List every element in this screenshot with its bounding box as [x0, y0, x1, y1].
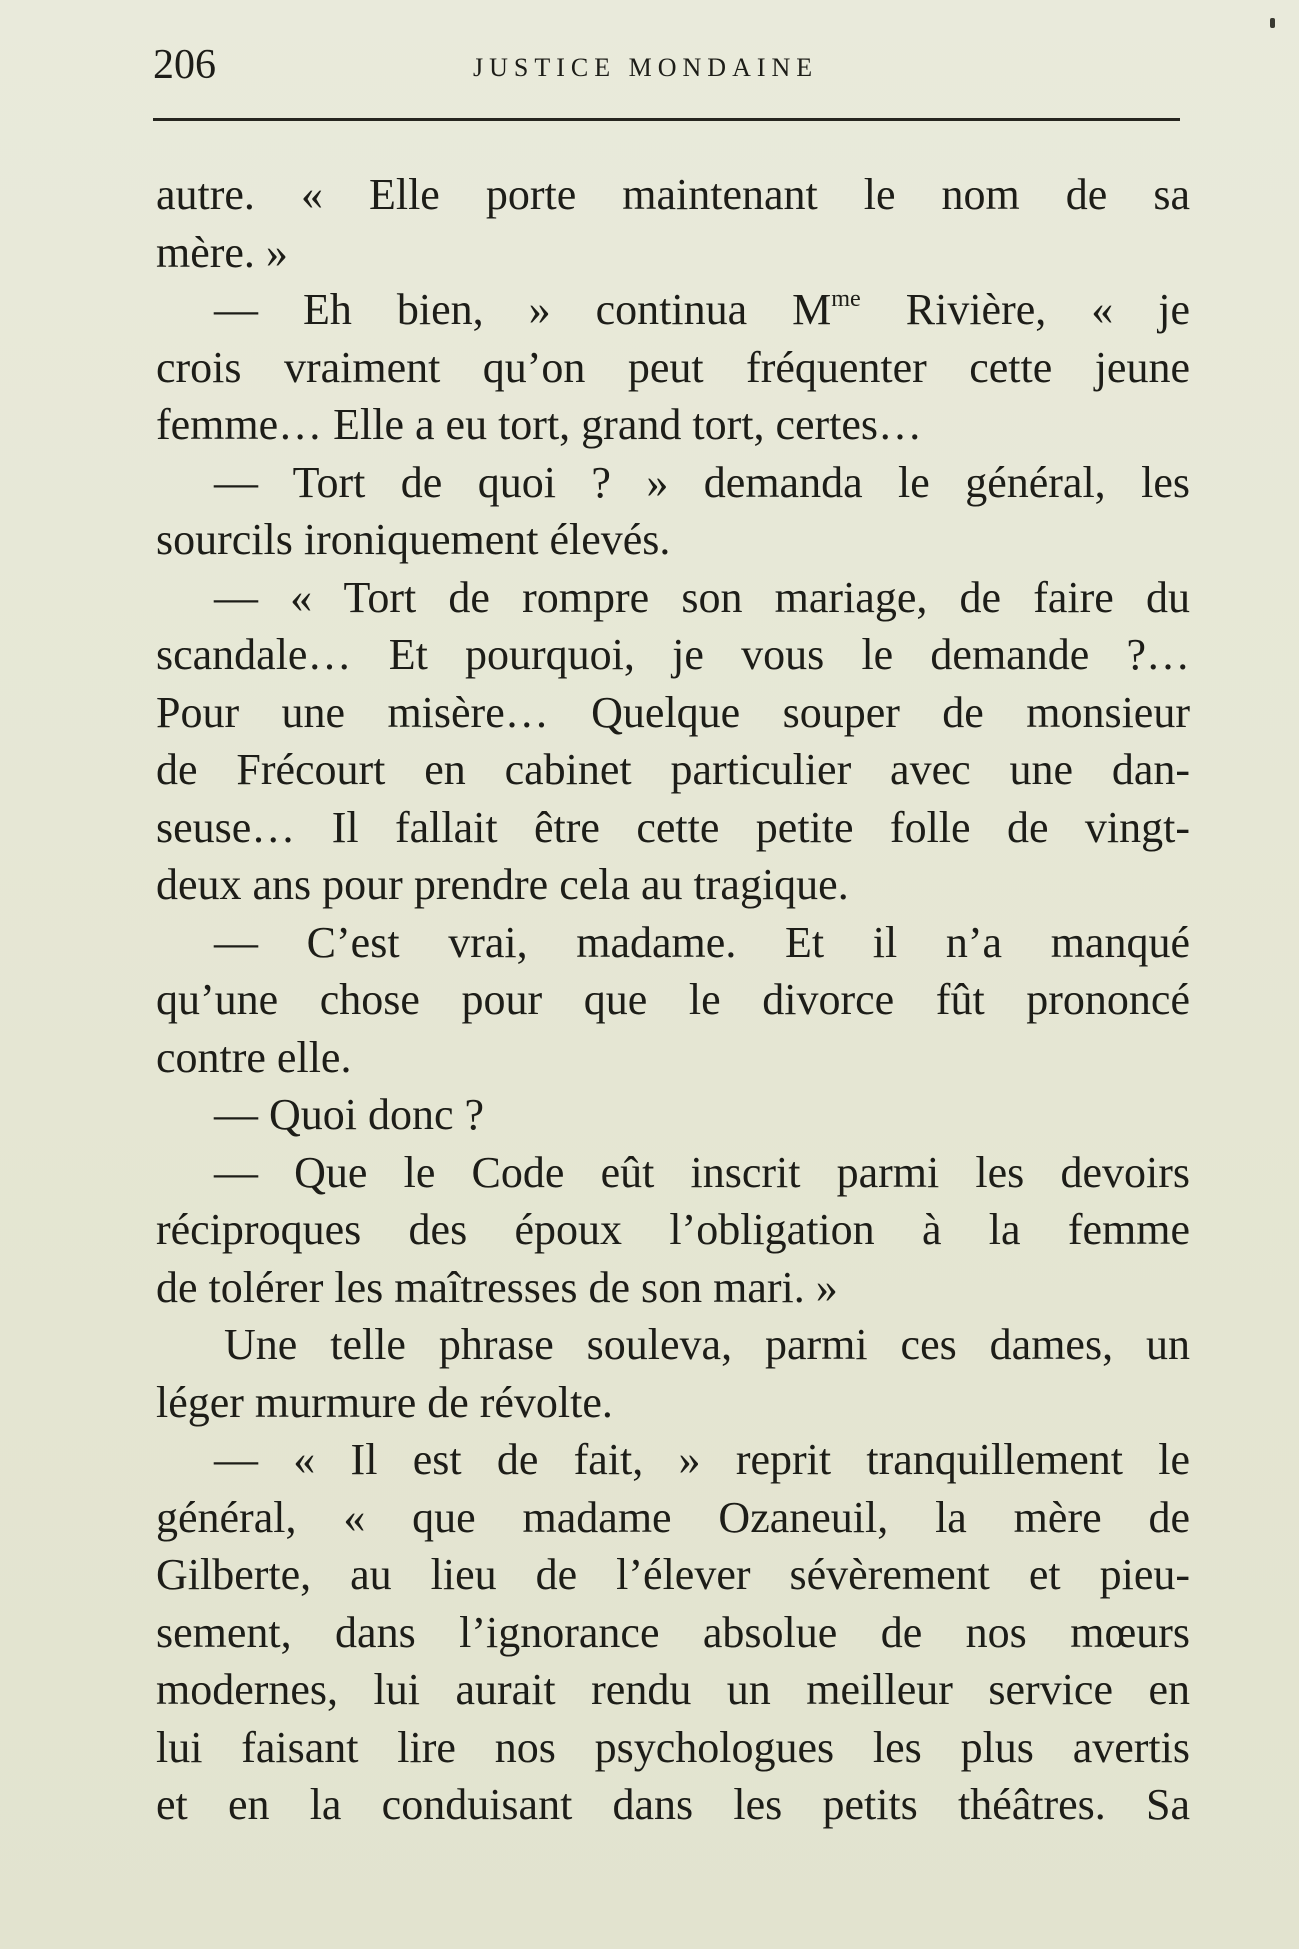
text-line: réciproques des époux l’obligation à la femme [156, 1205, 1190, 1254]
text-line: seuse… Il fallait être cette petite folle de vingt- [156, 802, 1190, 852]
text-line: léger murmure de révolte. [156, 1377, 613, 1427]
body-text [156, 166, 1190, 1834]
text-line: et en la conduisant dans les petits théâtres. Sa [156, 1780, 1190, 1829]
page-number: 206 [153, 42, 216, 88]
scan-speck [1270, 18, 1275, 28]
text-line [156, 281, 1190, 339]
text-line: — Tort de quoi ? » demanda le général, les [214, 457, 1190, 507]
text-line: Pour une misère… Quelque souper de monsieur [156, 687, 1190, 737]
text-line: — Que le Code eût inscrit parmi les devoirs [214, 1147, 1190, 1197]
running-title: JUSTICE MONDAINE [473, 53, 819, 82]
text-line: de Frécourt en cabinet particulier avec une dan- [156, 745, 1190, 794]
text-segment: Rivière, « je [860, 285, 1190, 334]
text-line: de tolérer les maîtresses de son mari. » [156, 1262, 838, 1312]
text-line: qu’une chose pour que le divorce fût prononcé [156, 975, 1190, 1024]
text-line: Gilberte, au lieu de l’élever sévèrement et pieu- [156, 1550, 1190, 1599]
text-line: général, « que madame Ozaneuil, la mère de [156, 1492, 1190, 1542]
text-segment: — Eh bien, » continua M [214, 285, 832, 334]
text-line: lui faisant lire nos psychologues les plus avertis [156, 1722, 1190, 1772]
text-line: scandale… Et pourquoi, je vous le demande ?… [156, 630, 1190, 679]
text-line: sement, dans l’ignorance absolue de nos mœurs [156, 1607, 1190, 1657]
text-line: — C’est vrai, madame. Et il n’a manqué [214, 917, 1190, 967]
text-line: — « Il est de fait, » reprit tranquillement le [214, 1435, 1190, 1484]
text-line: mère. » [156, 227, 288, 277]
text-line: deux ans pour prendre cela au tragique. [156, 860, 849, 909]
header-rule [153, 118, 1180, 121]
text-line: crois vraiment qu’on peut fréquenter cette jeune [156, 342, 1190, 392]
superscript: me [831, 284, 861, 312]
text-line: modernes, lui aurait rendu un meilleur service en [156, 1665, 1190, 1714]
text-line: — Quoi donc ? [214, 1090, 485, 1139]
text-line: autre. « Elle porte maintenant le nom de sa [156, 170, 1190, 219]
text-line: femme… Elle a eu tort, grand tort, certes… [156, 400, 923, 449]
text-line: Une telle phrase souleva, parmi ces dames, un [224, 1320, 1190, 1369]
page-header [153, 40, 1183, 90]
text-line: contre elle. [156, 1032, 352, 1082]
text-line: — « Tort de rompre son mariage, de faire du [214, 572, 1190, 622]
text-line: sourcils ironiquement élevés. [156, 515, 671, 564]
